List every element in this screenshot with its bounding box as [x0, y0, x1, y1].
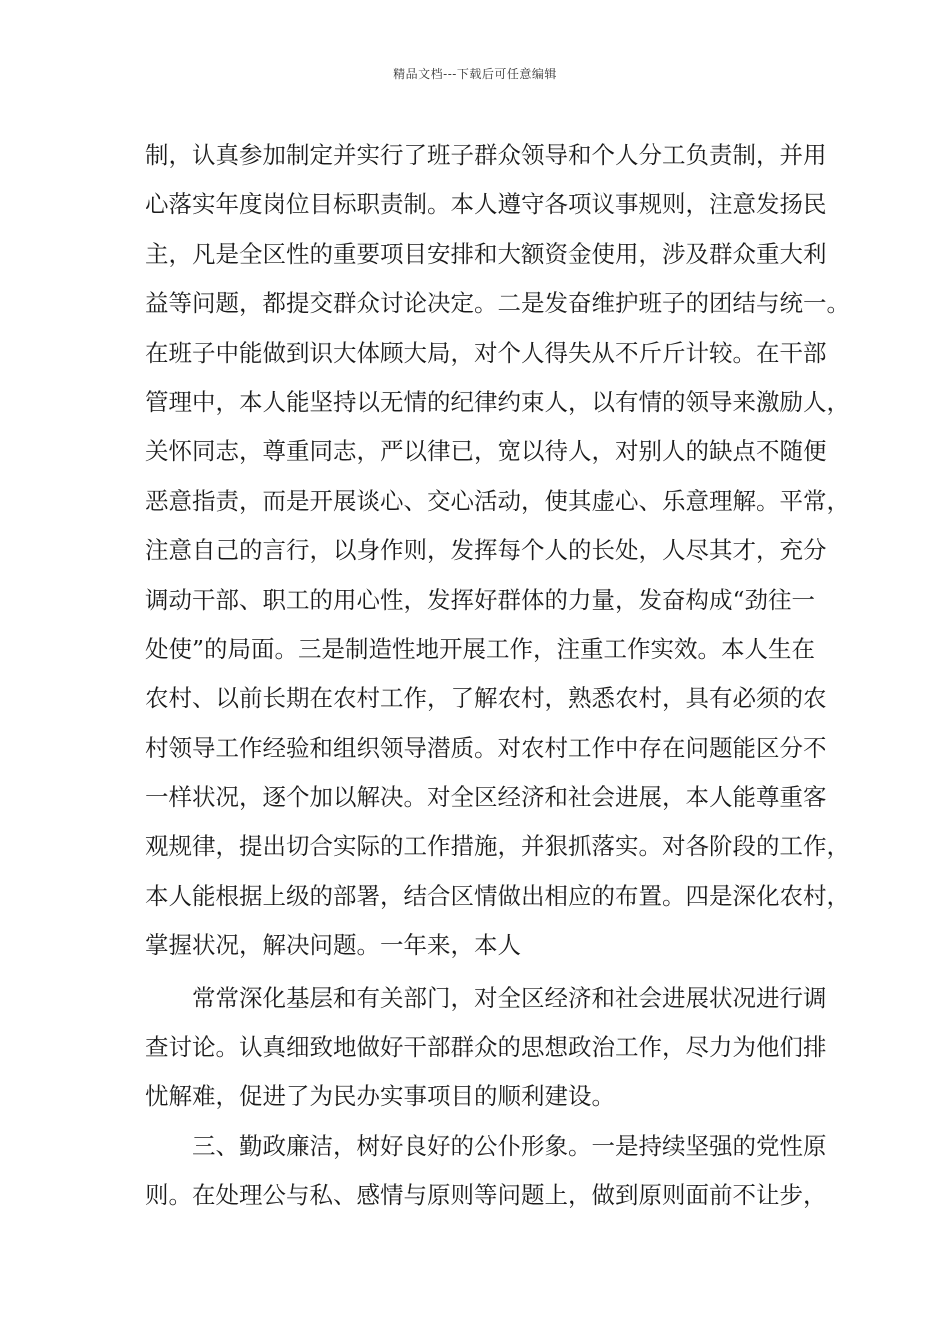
paragraph-3 [145, 1122, 827, 1221]
text-line: 注意自己的言行，以身作则，发挥每个人的长处，人尽其才，充分 [145, 536, 827, 565]
text-line: 农村、以前长期在农村工作，了解农村，熟悉农村，具有必须的农 [145, 684, 827, 713]
text-line: 常常深化基层和有关部门，对全区经济和社会进展状况进行调 [192, 983, 827, 1012]
text-line: 掌握状况，解决问题。一年来，本人 [145, 931, 521, 960]
page-header: 精品文档---下载后可任意编辑 [393, 67, 557, 81]
document-body [145, 131, 850, 1221]
text-line: 查讨论。认真细致地做好干部群众的思想政治工作，尽力为他们排 [145, 1033, 827, 1062]
text-line: 关怀同志，尊重同志，严以律已，宽以待人，对别人的缺点不随便 [145, 437, 827, 466]
text-line: 益等问题，都提交群众讨论决定。二是发奋维护班子的团结与统一。 [145, 289, 850, 318]
paragraph-1 [145, 131, 850, 971]
text-line: 调动干部、职工的用心性，发挥好群体的力量，发奋构成“劲往一 [145, 585, 816, 614]
text-line: 恶意指责，而是开展谈心、交心活动，使其虚心、乐意理解。平常， [145, 486, 850, 515]
text-line: 在班子中能做到识大体顾大局，对个人得失从不斤斤计较。在干部 [145, 338, 827, 367]
text-line: 心落实年度岗位目标职责制。本人遵守各项议事规则，注意发扬民 [145, 190, 827, 219]
text-line: 主，凡是全区性的重要项目安排和大额资金使用，涉及群众重大利 [145, 239, 827, 268]
text-line: 管理中，本人能坚持以无情的纪律约束人，以有情的领导来激励人， [145, 387, 850, 416]
text-line: 忧解难，促进了为民办实事项目的顺利建设。 [145, 1082, 615, 1111]
text-line: 处使”的局面。三是制造性地开展工作，注重工作实效。本人生在 [145, 634, 816, 663]
text-line: 三、勤政廉洁，树好良好的公仆形象。一是持续坚强的党性原 [192, 1131, 827, 1160]
text-line: 则。在处理公与私、感情与原则等问题上，做到原则面前不让步， [145, 1181, 827, 1210]
text-line: 本人能根据上级的部署，结合区情做出相应的布置。四是深化农村， [145, 881, 850, 910]
text-line: 一样状况，逐个加以解决。对全区经济和社会进展，本人能尊重客 [145, 783, 827, 812]
paragraph-2 [145, 974, 827, 1122]
text-line: 观规律，提出切合实际的工作措施，并狠抓落实。对各阶段的工作， [145, 832, 850, 861]
text-line: 制，认真参加制定并实行了班子群众领导和个人分工负责制，并用 [145, 141, 827, 169]
text-line: 村领导工作经验和组织领导潜质。对农村工作中存在问题能区分不 [145, 733, 827, 762]
